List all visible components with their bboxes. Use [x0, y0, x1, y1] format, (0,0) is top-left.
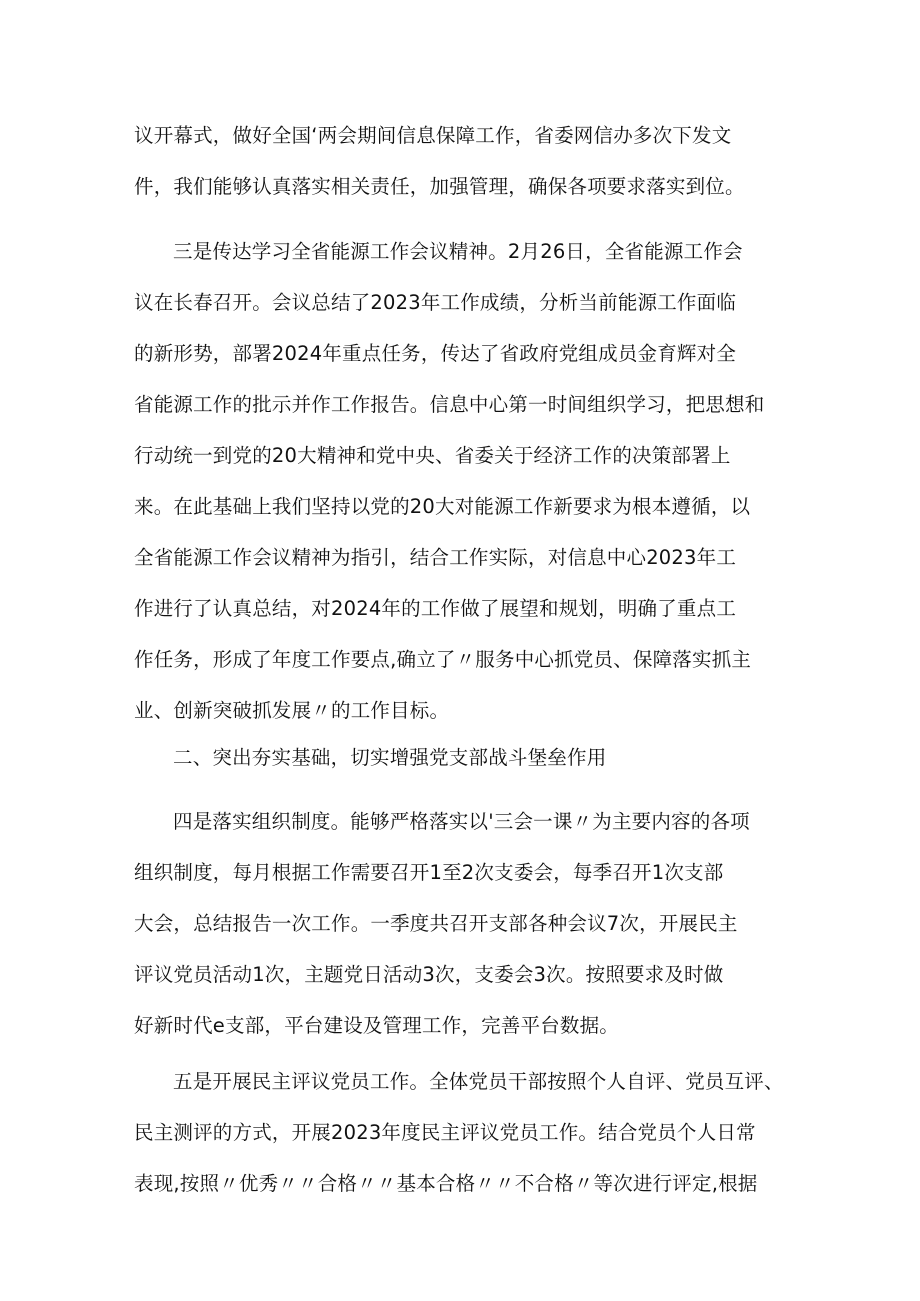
text-line: 组织制度，每月根据工作需要召开1至2次支委会，每季召开1次支部 [134, 861, 724, 884]
text-line: 二、突出夯实基础，切实增强党支部战斗堡垒作用 [173, 746, 607, 769]
paragraph-member-review [134, 1056, 794, 1209]
text-line: 民主测评的方式，开展2023年度民主评议党员工作。结合党员个人日常 [134, 1121, 756, 1144]
text-line: 件，我们能够认真落实相关责任，加强管理，确保各项要求落实到位。 [134, 175, 745, 198]
text-line: 的新形势，部署2024年重点任务，传达了省政府党组成员金育辉对全 [134, 342, 737, 365]
text-line: 行动统一到党的20大精神和党中央、省委关于经济工作的决策部署上 [134, 444, 731, 467]
text-line: 表现,按照〃优秀〃〃合格〃〃基本合格〃〃不合格〃等次进行评定,根据 [134, 1172, 758, 1195]
text-line: 作进行了认真总结，对2024年的工作做了展望和规划，明确了重点工 [134, 597, 737, 620]
text-line: 三是传达学习全省能源工作会议精神。2月26日，全省能源工作会 [173, 240, 743, 263]
text-line: 业、创新突破抓发展〃的工作目标。 [134, 699, 450, 722]
text-line: 议在长春召开。会议总结了2023年工作成绩，分析当前能源工作面临 [134, 291, 737, 314]
text-line: 好新时代e支部，平台建设及管理工作，完善平台数据。 [134, 1014, 619, 1037]
section-heading [134, 732, 794, 783]
text-line: 评议党员活动1次，主题党日活动3次，支委会3次。按照要求及时做 [134, 963, 724, 986]
text-line: 全省能源工作会议精神为指引，结合工作实际，对信息中心2023年工 [134, 546, 737, 569]
text-line: 来。在此基础上我们坚持以党的20大对能源工作新要求为根本遵循，以 [134, 495, 751, 518]
text-line: 大会，总结报告一次工作。一季度共召开支部各种会议7次，开展民主 [134, 912, 738, 935]
text-line: 省能源工作的批示并作工作报告。信息中心第一时间组织学习，把思想和 [134, 393, 765, 416]
paragraph-continuation [134, 110, 794, 212]
paragraph-energy-meeting [134, 226, 794, 736]
text-line: 议开幕式，做好全国‘两会期间信息保障工作，省委网信办多次下发文 [134, 124, 732, 147]
text-line: 五是开展民主评议党员工作。全体党员干部按照个人自评、党员互评、 [173, 1070, 784, 1093]
paragraph-organization-system [134, 796, 794, 1051]
text-line: 作任务，形成了年度工作要点,确立了〃服务中心抓党员、保障落实抓主 [134, 648, 752, 671]
text-line: 四是落实组织制度。能够严格落实以'三会一课〃为主要内容的各项 [173, 810, 750, 833]
